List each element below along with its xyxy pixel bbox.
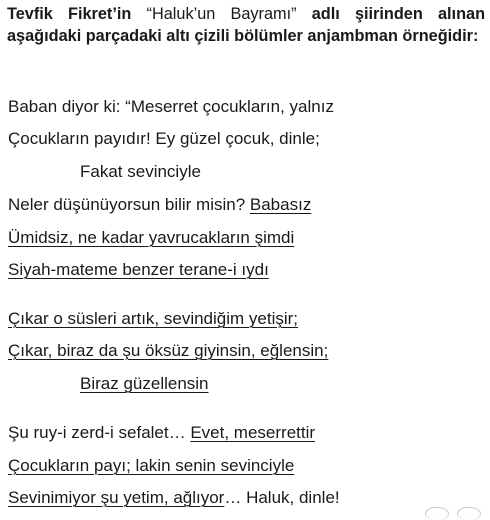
poem-line	[8, 97, 334, 117]
poem-line	[8, 228, 294, 248]
poem-line-underlined: Siyah-mateme benzer terane-i ıydı	[8, 260, 269, 279]
decorative-arc	[457, 507, 481, 520]
poem-line	[80, 162, 201, 182]
poem-line-text: … Haluk, dinle!	[224, 488, 340, 507]
poem-line	[8, 309, 298, 329]
poem-line-text: Baban diyor ki: “Meserret çocukların, yalnız	[8, 97, 334, 116]
poem-line-underlined: Evet, meserrettir	[190, 423, 316, 442]
poem-line-underlined: Çıkar, biraz da şu öksüz giyinsin, eğlensin;	[8, 341, 329, 360]
poem-line	[8, 456, 294, 476]
poem-line-underlined: Ümidsiz, ne kadar yavrucakların şimdi	[8, 228, 295, 247]
poem-line-underlined: Sevinimiyor şu yetim, ağlıyor	[8, 488, 225, 507]
poem-title: “Haluk’un Bayramı”	[146, 5, 297, 23]
poem-line-underlined: Biraz güzellensin	[80, 374, 209, 393]
poem-line	[8, 129, 320, 149]
poem-line-text: Neler düşünüyorsun bilir misin?	[8, 195, 250, 214]
poem-line-underlined: Çocukların payı; lakin senin sevinciyle	[8, 456, 295, 475]
poem-line	[8, 260, 269, 280]
poem-line	[8, 423, 315, 443]
question-rest: adlı şiirinden alınan aşağıdaki parçadaki altı çizili bölümler anjambman örneğidir:	[7, 5, 486, 45]
question-text	[7, 3, 485, 47]
poem-line-underlined: Çıkar o süsleri artık, sevindiğim yetişir;	[8, 309, 299, 328]
decorative-arc	[425, 507, 449, 520]
poem-line	[8, 488, 340, 508]
poem-line-text: Fakat sevinciyle	[80, 162, 201, 181]
poet-name: Tevfik Fikret’in	[7, 5, 132, 23]
poem-line-underlined: Babasız	[249, 195, 312, 214]
poem-line	[80, 374, 209, 394]
poem-line	[8, 195, 311, 215]
poem-line-text: Şu ruy-i zerd-i sefalet…	[8, 423, 191, 442]
poem-line-text: Çocukların payıdır! Ey güzel çocuk, dinle;	[8, 129, 320, 148]
poem-line	[8, 341, 328, 361]
